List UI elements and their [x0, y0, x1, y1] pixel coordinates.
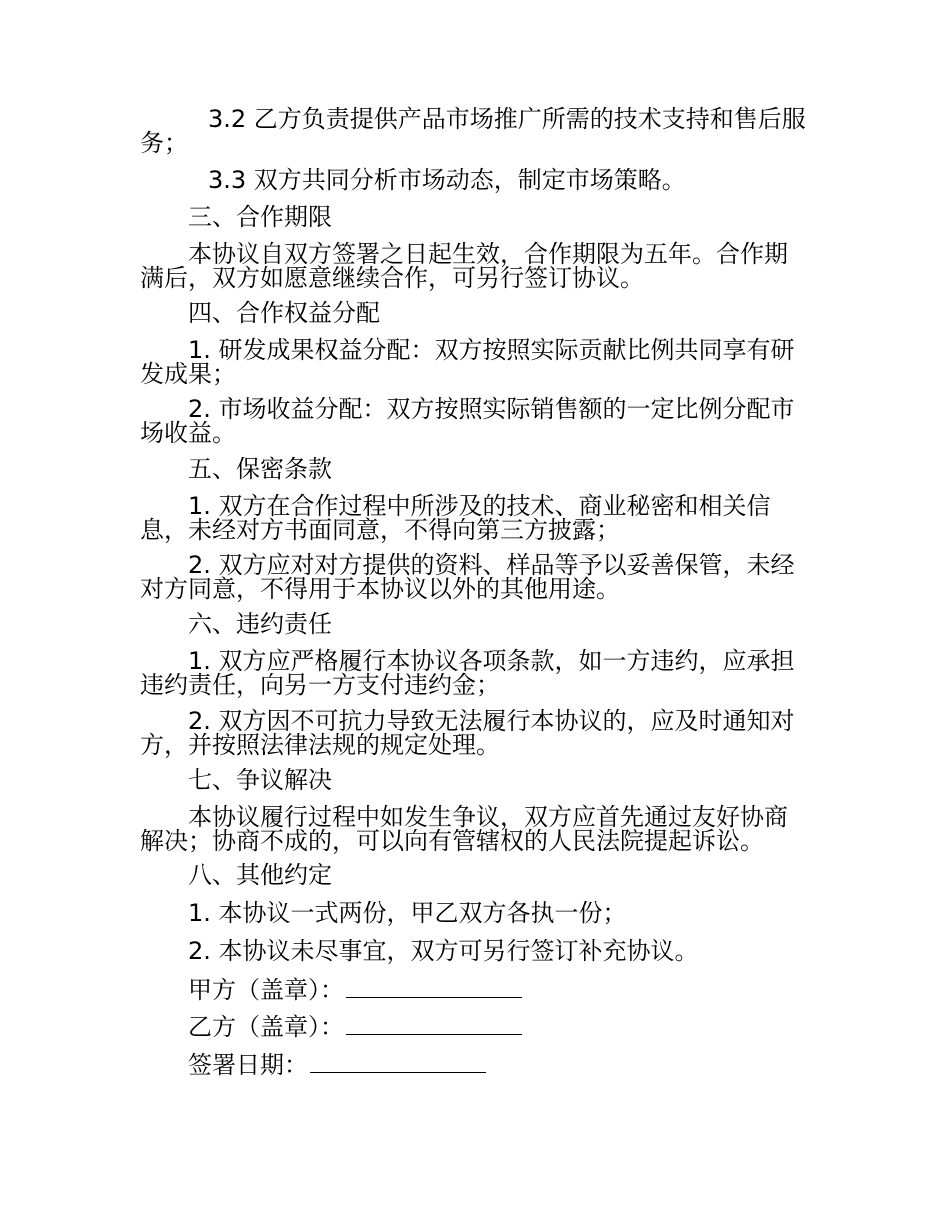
section-6-heading: 六、违约责任: [188, 610, 332, 638]
party-b-signature-line[interactable]: [346, 1012, 522, 1035]
section-3-heading: 三、合作期限: [188, 203, 332, 231]
section-7-heading: 七、争议解决: [188, 766, 332, 794]
section-8-item-2: 2. 本协议未尽事宜，双方可另行签订补充协议。: [188, 937, 699, 965]
section-5-item-2: 2. 双方应对对方提供的资料、样品等予以妥善保管，未经对方同意，不得用于本协议以外的其他用途。: [140, 551, 795, 603]
party-b-label: 乙方（盖章）：: [188, 1013, 344, 1041]
section-3-body: 本协议自双方签署之日起生效，合作期限为五年。合作期满后，双方如愿意继续合作，可另行签订协议。: [140, 240, 788, 292]
section-4-item-2: 2. 市场收益分配：双方按照实际销售额的一定比例分配市场收益。: [140, 395, 795, 447]
section-4-item-1: 1. 研发成果权益分配：双方按照实际贡献比例共同享有研发成果；: [140, 336, 795, 388]
section-4-heading: 四、合作权益分配: [188, 299, 380, 327]
section-5-item-1: 1. 双方在合作过程中所涉及的技术、商业秘密和相关信息，未经对方书面同意，不得向第三方披露；: [140, 492, 771, 544]
party-a-label: 甲方（盖章）：: [188, 976, 344, 1004]
section-7-body: 本协议履行过程中如发生争议，双方应首先通过友好协商解决；协商不成的，可以向有管辖权的人民法院提起诉讼。: [140, 803, 788, 855]
section-5-heading: 五、保密条款: [188, 455, 332, 483]
section-6-item-1: 1. 双方应严格履行本协议各项条款，如一方违约，应承担违约责任，向另一方支付违约金；: [140, 647, 795, 699]
section-6-item-2: 2. 双方因不可抗力导致无法履行本协议的，应及时通知对方，并按照法律法规的规定处理。: [140, 707, 795, 759]
sign-date: [188, 1050, 486, 1079]
section-8-heading: 八、其他约定: [188, 861, 332, 889]
sign-date-line[interactable]: [310, 1050, 486, 1073]
section-8-item-1: 1. 本协议一式两份，甲乙双方各执一份；: [188, 899, 627, 927]
clause-3-2: 3.2 乙方负责提供产品市场推广所需的技术支持和售后服务；: [140, 105, 806, 157]
clause-3-3: 3.3 双方共同分析市场动态，制定市场策略。: [208, 166, 686, 194]
sign-date-label: 签署日期：: [188, 1051, 308, 1079]
party-b-signature: [188, 1012, 522, 1041]
party-a-signature-line[interactable]: [346, 975, 522, 998]
party-a-signature: [188, 975, 522, 1004]
